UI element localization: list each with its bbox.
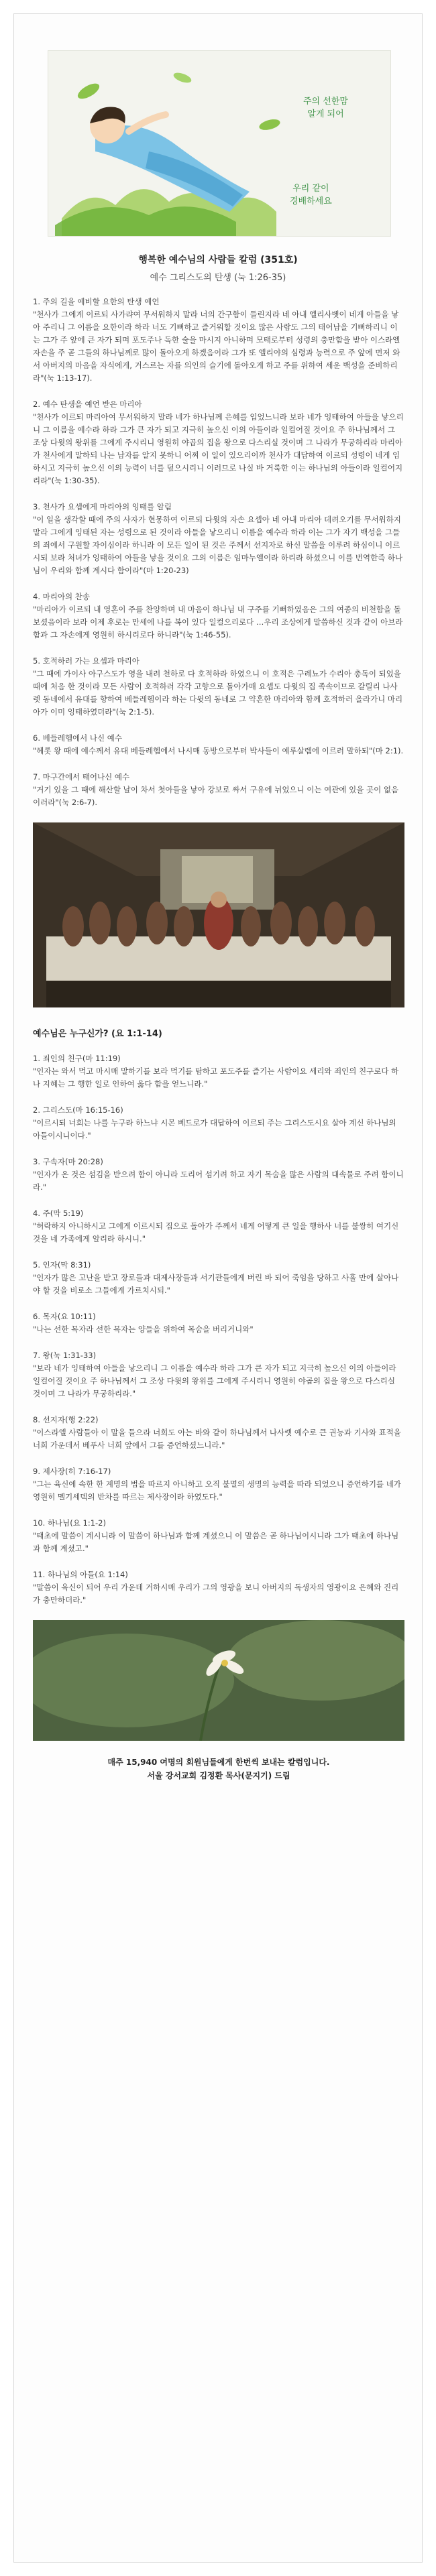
section-body: "인자가 온 것은 섬김을 받으려 함이 아니라 도리어 섬기려 하고 자기 목숨을 많은 사람의 대속물로 주려 함이니라.": [33, 1170, 404, 1192]
hero-caption-line: 우리 같이: [292, 184, 329, 194]
birth-section: [33, 501, 404, 577]
section-heading: 7. 마구간에서 태어나신 예수: [33, 772, 130, 782]
birth-section: [33, 771, 404, 809]
section-body: "헤롯 왕 때에 예수께서 유대 베들레헴에서 나시매 동방으로부터 박사들이 예루살렘에 이르러 말하되"(마 2:1).: [33, 746, 404, 755]
identity-section: [33, 1414, 404, 1452]
column-title: 행복한 예수님의 사람들 칼럼 (351호): [138, 255, 298, 265]
section-body: "그 때에 가이사 아구스도가 영을 내려 천하로 다 호적하라 하였으니 이 호적은 구레뇨가 수리아 총독이 되었을 때에 처음 한 것이라 모든 사람이 호적하러 각각 고향으로 돌아가매 요셉도 다윗의 집 족속이므로 갈릴리 나사렛 동네에서 유대를 향하여 베들레헴이라 하는 다윗의 동네로 그 약혼한 마리아와 함께 호적하러 올라가니 마리아가 이미 잉태하였더라"(눅 2:1-5).: [33, 669, 403, 717]
section-heading: 5. 호적하러 가는 요셉과 마리아: [33, 656, 140, 666]
footer-line-2: 서울 강서교회 김정환 목사(문지기) 드림: [147, 1771, 290, 1780]
section-heading: 5. 인자(막 8:31): [33, 1260, 91, 1270]
birth-section: [33, 732, 404, 757]
section-body: "인자는 와서 먹고 마시매 말하기를 보라 먹기를 탐하고 포도주를 즐기는 사람이요 세리와 죄인의 친구로다 하나 지혜는 그 행한 일로 인하여 옳다 함을 얻느니라.": [33, 1066, 399, 1089]
identity-section: [33, 1052, 404, 1091]
section-body: "허락하지 아니하시고 그에게 이르시되 집으로 돌아가 주께서 네게 어떻게 큰 일을 행하사 너를 불쌍히 여기신 것을 네 가족에게 알리라 하시니.": [33, 1221, 399, 1243]
section-heading: 3. 구속자(마 20:28): [33, 1157, 103, 1166]
section-heading: 4. 주(막 5:19): [33, 1209, 84, 1218]
section-body: "이스라엘 사람들아 이 말을 들으라 너희도 아는 바와 같이 하나님께서 나사렛 예수로 큰 권능과 기사와 표적을 너희 가운데서 베푸사 너희 앞에서 그를 증언하셨느니라.": [33, 1428, 401, 1450]
title-block: [14, 253, 422, 283]
hero-caption-line: 경배하세요: [290, 196, 332, 206]
last-supper-painting: [33, 822, 404, 1007]
footer: [33, 1756, 404, 1782]
resting-figure-illustration: [48, 51, 390, 236]
identity-section: [33, 1259, 404, 1297]
identity-section: [33, 1310, 404, 1336]
identity-section: [33, 1465, 404, 1504]
birth-sections: [33, 296, 404, 809]
section-body: "말씀이 육신이 되어 우리 가운데 거하시매 우리가 그의 영광을 보니 아버지의 독생자의 영광이요 은혜와 진리가 충만하더라.": [33, 1583, 399, 1605]
section-heading: 1. 주의 길을 예비할 요한의 탄생 예언: [33, 297, 160, 306]
column-subtitle: 예수 그리스도의 탄생 (눅 1:26-35): [150, 273, 286, 283]
painting-image: [33, 822, 404, 1007]
section-heading: 10. 하나님(요 1:1-2): [33, 1518, 106, 1528]
birth-section: [33, 296, 404, 385]
section-heading: 6. 베들레헴에서 나신 예수: [33, 733, 123, 743]
hero-caption-right: [303, 95, 348, 121]
section-body: "태초에 말씀이 계시니라 이 말씀이 하나님과 함께 계셨으니 이 말씀은 곧 하나님이시니라 그가 태초에 하나님과 함께 계셨고.": [33, 1531, 399, 1553]
identity-section: [33, 1569, 404, 1607]
footer-line-1: 매주 15,940 여명의 회원님들에게 한번씩 보내는 칼럼입니다.: [107, 1758, 330, 1767]
section-heading: 1. 죄인의 친구(마 11:19): [33, 1054, 121, 1063]
section-body: "천사가 이르되 마리아여 무서워하지 말라 네가 하나님께 은혜를 입었느니라 보라 네가 잉태하여 아들을 낳으리니 그 이름을 예수라 하라 그가 큰 자가 되고 지극히 높으신 이의 아들이라 일컬어질 것이요 주 하나님께서 그 조상 다윗의 왕위를 그에게 주시리니 영원히 야곱의 집을 왕으로 다스리실 것이며 그 나라가 무궁하리라 마리아가 천사에게 말하되 나는 남자를 알지 못하니 어찌 이 일이 있으리이까 천사가 대답하여 이르되 성령이 네게 임하시고 지극히 높으신 이의 능력이 너를 덮으시리니 이러므로 나실 바 거룩한 이는 하나님의 아들이라 일컬어지리라"(눅 1:30-35).: [33, 412, 404, 485]
flower-photo: [33, 1620, 404, 1741]
section-heading: 2. 예수 탄생을 예언 받은 마리아: [33, 400, 142, 409]
section-body: "보라 네가 잉태하여 아들을 낳으리니 그 이름을 예수라 하라 그가 큰 자가 되고 지극히 높으신 이의 아들이라 일컬어질 것이요 주 하나님께서 그 조상 다윗의 왕위를 그에게 주시리니 영원히 야곱의 집을 왕으로 다스리실 것이며 그 나라가 무궁하리라.": [33, 1363, 396, 1398]
section-body: "그는 육신에 속한 한 계명의 법을 따르지 아니하고 오직 불멸의 생명의 능력을 따라 되었으니 증언하기를 네가 영원히 멜기세덱의 반차를 따르는 제사장이라 하였도다.": [33, 1479, 401, 1501]
section-body: "천사가 그에게 이르되 사가랴여 무서워하지 말라 너의 간구함이 들린지라 네 아내 엘리사벳이 네게 아들을 낳아 주리니 그 이름을 요한이라 하라 너도 기뻐하고 즐거워할 것이요 많은 사람도 그의 태어남을 기뻐하리니 이는 그가 주 앞에 큰 자가 되며 포도주나 독한 술을 마시지 아니하며 모태로부터 성령의 충만함을 받아 이스라엘 자손을 주 곧 그들의 하나님께로 많이 돌아오게 하겠음이라 그가 또 엘리야의 심령과 능력으로 주 앞에 먼저 와서 아버지의 마음을 자식에게, 거스르는 자를 의인의 슬기에 돌아오게 하고 주를 위하여 세운 백성을 준비하리라"(눅 1:13-17).: [33, 310, 400, 383]
section-body: "마리아가 이르되 내 영혼이 주를 찬양하며 내 마음이 하나님 내 구주를 기뻐하였음은 그의 여종의 비천함을 돌보셨음이라 보라 이제 후로는 만세에 나를 복이 있다 일컬으리로다 …우리 조상에게 말씀하신 것과 같이 아브라함과 그 자손에게 영원히 하시리로다 하니라"(눅 1:46-55).: [33, 605, 403, 639]
section-body: "나는 선한 목자라 선한 목자는 양들을 위하여 목숨을 버리거니와": [33, 1325, 254, 1334]
identity-section: [33, 1207, 404, 1245]
section-heading: 6. 목자(요 10:11): [33, 1312, 96, 1321]
section-heading: 11. 하나님의 아들(요 1:14): [33, 1570, 128, 1579]
section-body: "이르시되 너희는 나를 누구라 하느냐 시몬 베드로가 대답하여 이르되 주는 그리스도시요 살아 계신 하나님의 아들이시니이다.": [33, 1118, 396, 1140]
article-frame: [13, 13, 423, 2563]
section-heading: 8. 선지자(행 2:22): [33, 1415, 99, 1424]
birth-section: [33, 398, 404, 487]
section-body: "이 일을 생각할 때에 주의 사자가 현몽하여 이르되 다윗의 자손 요셉아 네 아내 마리아 데려오기를 무서워하지 말라 그에게 잉태된 자는 성령으로 된 것이라 아들을 낳으리니 이름을 예수라 하라 이는 그가 자기 백성을 그들의 죄에서 구원할 자이심이라 하니라 이 모든 일이 된 것은 주께서 선지자로 하신 말씀을 이루려 하심이니 이르시되 보라 처녀가 잉태하여 아들을 낳을 것이요 그의 이름은 임마누엘이라 하리라 하셨으니 이를 번역한즉 하나님이 우리와 함께 계시다 함이라"(마 1:20-23): [33, 515, 403, 575]
flower-image: [33, 1620, 404, 1741]
section-heading: 7. 왕(눅 1:31-33): [33, 1351, 97, 1360]
article-content: [33, 296, 404, 1782]
section-heading: 3. 천사가 요셉에게 마리아의 잉태를 알림: [33, 502, 172, 511]
birth-section: [33, 655, 404, 719]
question-title: 예수님은 누구신가? (요 1:1-14): [33, 1029, 162, 1039]
identity-section: [33, 1517, 404, 1555]
section-body: "거기 있을 그 때에 해산할 날이 차서 첫아들을 낳아 강보로 싸서 구유에 뉘었으니 이는 여관에 있을 곳이 없음이러라"(눅 2:6-7).: [33, 785, 399, 807]
section-heading: 4. 마리아의 찬송: [33, 592, 90, 601]
identity-section: [33, 1349, 404, 1400]
hero-caption-line: 주의 선한맘: [303, 97, 348, 107]
hero-caption-line: 알게 되어: [307, 109, 344, 119]
identity-section: [33, 1104, 404, 1142]
hero-illustration: [48, 50, 391, 237]
identity-sections: [33, 1052, 404, 1607]
birth-section: [33, 591, 404, 641]
section-body: "인자가 많은 고난을 받고 장로들과 대제사장들과 서기관들에게 버린 바 되어 죽임을 당하고 사흘 만에 살아나야 할 것을 비로소 그들에게 가르치시되.": [33, 1273, 399, 1295]
section-heading: 9. 제사장(히 7:16-17): [33, 1467, 111, 1476]
hero-caption-bottom: [290, 182, 332, 208]
section-heading: 2. 그리스도(마 16:15-16): [33, 1105, 123, 1115]
identity-section: [33, 1156, 404, 1194]
